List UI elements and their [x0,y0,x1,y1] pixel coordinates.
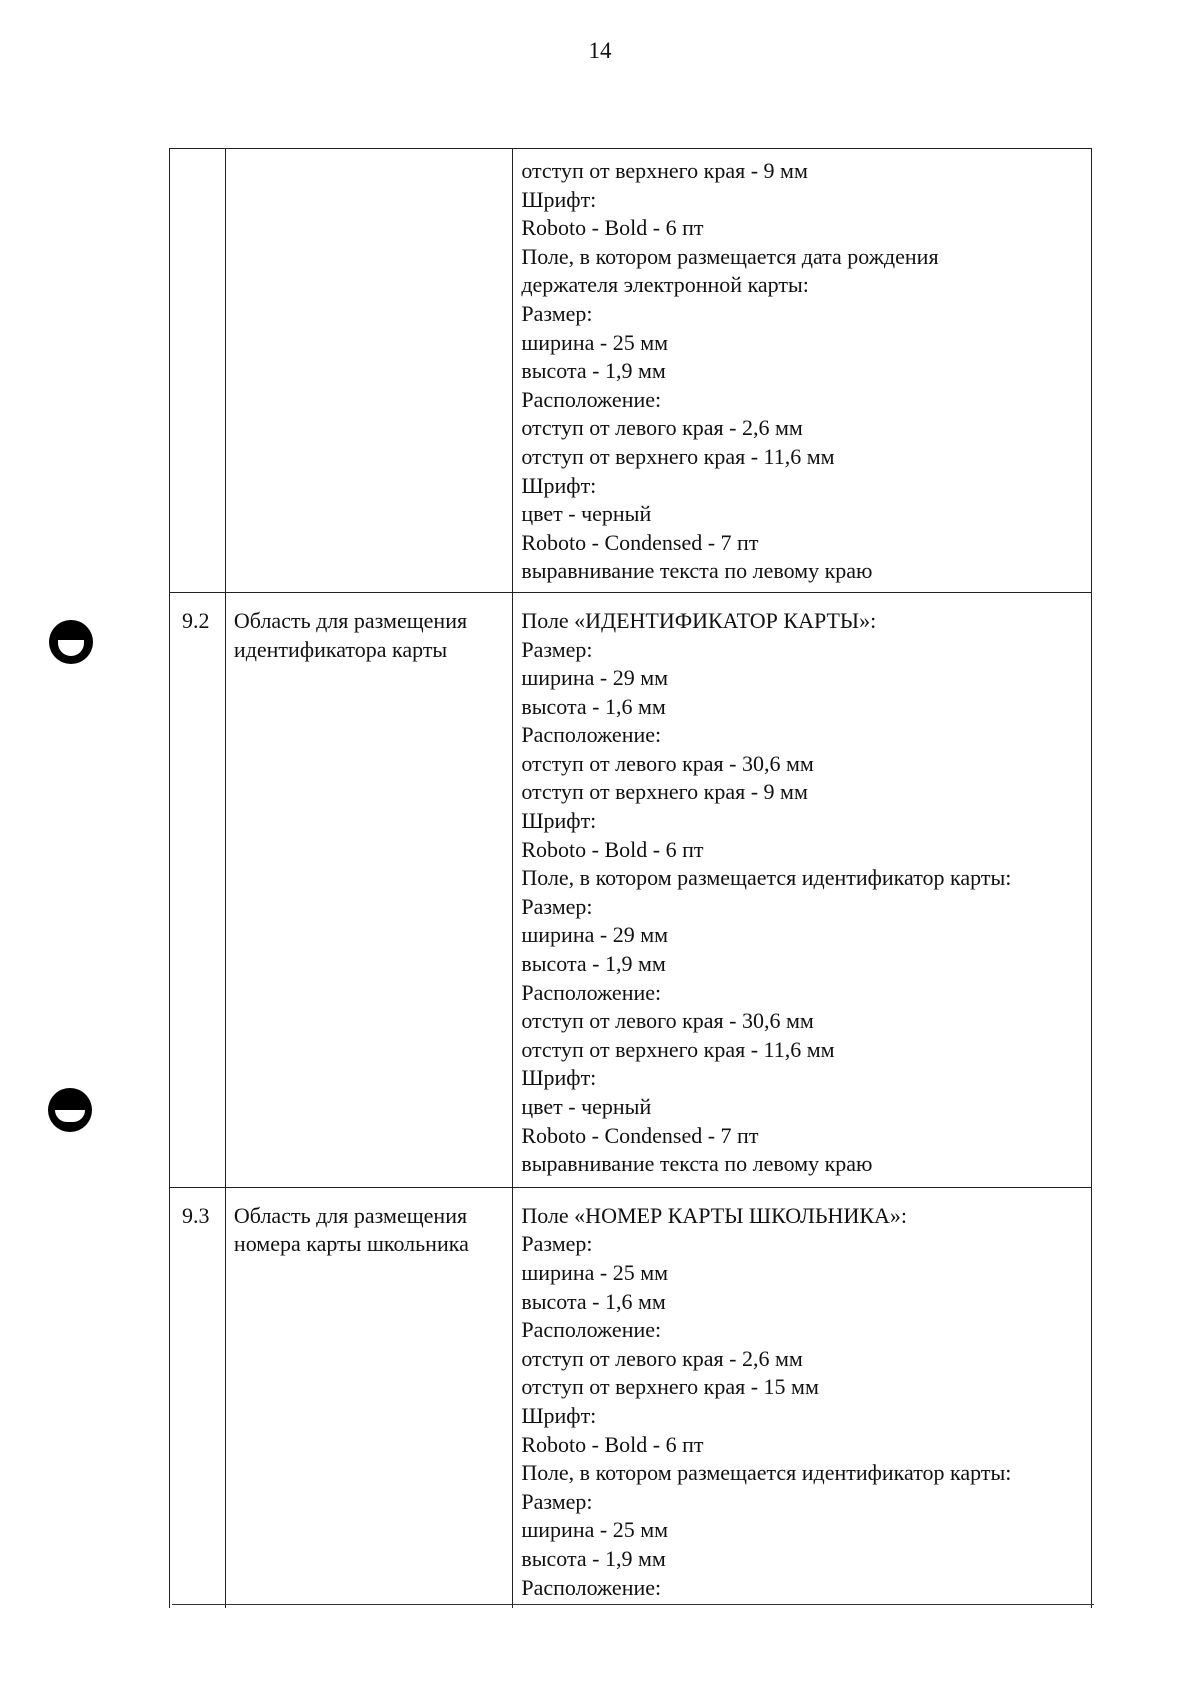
spec-line: Поле «НОМЕР КАРТЫ ШКОЛЬНИКА»: [521,1202,907,1228]
spec-line: ширина - 29 мм [521,665,669,691]
spec-line: Roboto - Bold - 6 пт [521,836,704,862]
bottom-rule [172,1604,1094,1605]
spec-line: Размер: [521,1231,593,1257]
spec-line: Расположение: [521,979,662,1005]
table-body [170,149,1092,1609]
spec-line: отступ от левого края - 2,6 мм [521,1345,803,1371]
specification-table [169,148,1092,1608]
spec-cell [513,592,1092,1187]
spec-line: Поле «ИДЕНТИФИКАТОР КАРТЫ»: [521,607,877,633]
spec-line: Расположение: [521,722,662,748]
spec-line: отступ от верхнего края - 9 мм [521,779,808,805]
spec-line: высота - 1,9 мм [521,951,666,977]
spec-cell [513,1187,1092,1608]
spec-line: Roboto - Condensed - 7 пт [521,529,759,555]
spec-line: Roboto - Bold - 6 пт [521,215,704,241]
spec-line: отступ от верхнего края - 11,6 мм [521,443,835,469]
spec-line: отступ от левого края - 30,6 мм [521,1008,814,1034]
spec-line: Шрифт: [521,808,597,834]
spec-line: Шрифт: [521,472,597,498]
area-name-cell [225,592,512,1187]
spec-line: отступ от верхнего края - 11,6 мм [521,1036,835,1062]
area-name: Область для размещения идентификатора карты [233,607,468,662]
page-number: 14 [588,38,612,63]
spec-line: Roboto - Condensed - 7 пт [521,1122,759,1148]
spec-lines [513,593,1091,1187]
punch-hole-mark [49,620,93,664]
row-number [170,149,225,163]
spec-line: Размер: [521,636,593,662]
spec-line: выравнивание текста по левому краю [521,558,873,584]
spec-line: ширина - 29 мм [521,922,669,948]
row-number: 9.2 [182,607,210,633]
spec-lines [513,1188,1091,1608]
spec-line: отступ от верхнего края - 15 мм [521,1374,819,1400]
punch-hole-mark [48,1088,92,1132]
spec-cell [513,149,1092,593]
spec-line: отступ от левого края - 30,6 мм [521,750,814,776]
spec-line: высота - 1,9 мм [521,1545,666,1571]
spec-line: ширина - 25 мм [521,329,669,355]
spec-line: Поле, в котором размещается идентификатор карты: [521,865,1012,891]
spec-line: высота - 1,6 мм [521,1288,666,1314]
spec-line: Roboto - Bold - 6 пт [521,1431,704,1457]
spec-line: держателя электронной карты: [521,272,809,298]
spec-line: Шрифт: [521,1402,597,1428]
spec-line: Шрифт: [521,1065,597,1091]
spec-line: ширина - 25 мм [521,1517,669,1543]
row-number: 9.3 [182,1202,210,1228]
row-number-cell [170,592,226,1187]
area-name [226,149,512,163]
spec-line: выравнивание текста по левому краю [521,1151,873,1177]
spec-line: Размер: [521,300,593,326]
table-row [170,149,1092,593]
spec-line: цвет - черный [521,501,652,527]
spec-line: Поле, в котором размещается идентификатор карты: [521,1460,1012,1486]
spec-line: отступ от верхнего края - 9 мм [521,158,808,183]
spec-line: Размер: [521,893,593,919]
area-name: Область для размещения номера карты школьника [233,1202,469,1257]
table-row [170,1187,1092,1608]
spec-line: цвет - черный [521,1094,652,1119]
spec-line: Размер: [521,1488,593,1514]
area-name-cell [225,1187,512,1608]
spec-line: высота - 1,9 мм [521,358,666,384]
table-row [170,592,1092,1187]
spec-line: ширина - 25 мм [521,1259,669,1285]
spec-line: высота - 1,6 мм [521,693,666,719]
row-number-cell [170,1187,226,1608]
area-name-cell [225,149,512,593]
spec-line: Расположение: [521,1317,662,1343]
spec-line: Шрифт: [521,186,597,212]
spec-line: Расположение: [521,1574,662,1600]
spec-line: Расположение: [521,386,662,412]
spec-line: отступ от левого края - 2,6 мм [521,415,803,441]
row-number-cell [170,149,226,593]
spec-line: Поле, в котором размещается дата рождения [521,243,939,269]
spec-lines [513,149,1091,592]
